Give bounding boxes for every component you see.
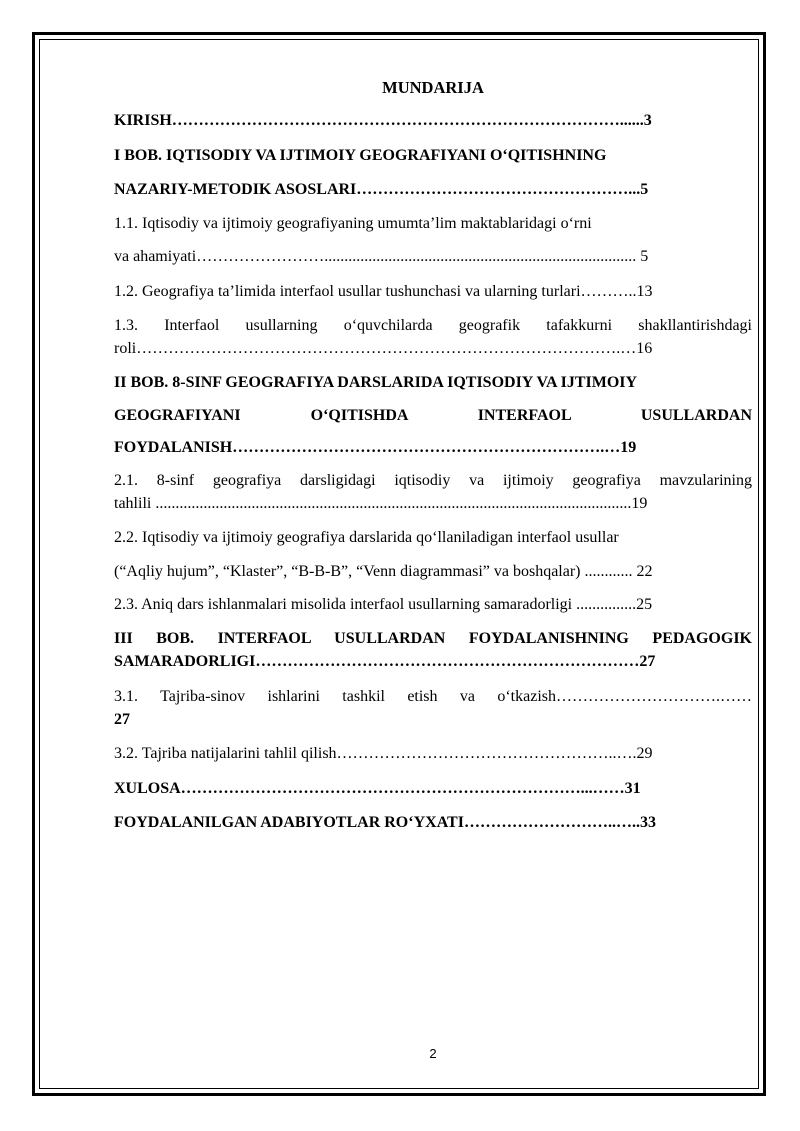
toc-entry-chapter-3-line-2: SAMARADORLIGI………………………………………………………………27 xyxy=(114,653,656,670)
toc-entry-3-2: 3.2. Tajriba natijalarini tahlil qilish……………………………………………..….29 xyxy=(114,745,653,762)
toc-entry-2-3: 2.3. Aniq dars ishlanmalari misolida interfaol usullarning samaradorligi ...............25 xyxy=(114,596,653,613)
toc-entry-1-1-line-1: 1.1. Iqtisodiy va ijtimoiy geografiyaning umumta’lim maktablaridagi o‘rni xyxy=(114,215,592,232)
toc-entry-1-1-line-2: va ahamiyati…………………….............................................................................. 5 xyxy=(114,248,649,265)
toc-entry-2-2-line-1: 2.2. Iqtisodiy va ijtimoiy geografiya darslarida qo‘llaniladigan interfaol usullar xyxy=(114,529,619,546)
toc-entry-chapter-3-line-1: III BOB. INTERFAOL USULLARDAN FOYDALANISHNING PEDAGOGIK xyxy=(114,630,752,647)
toc-entry-2-1-line-2: tahlili .......................................................................................................................19 xyxy=(114,495,648,512)
toc-entry-chapter-1-line-2: NAZARIY-METODIK ASOSLARI……………………………………………...5 xyxy=(114,181,649,198)
toc-entry-1-3-line-2: roli……………………………………………………………………………….…16 xyxy=(114,340,653,357)
toc-entry-3-1-page: 27 xyxy=(114,711,130,728)
toc-entry-3-1-line-1: 3.1. Tajriba-sinov ishlarini tashkil etish va o‘tkazish………………………….…… xyxy=(114,688,752,705)
toc-entry-chapter-1-line-1: I BOB. IQTISODIY VA IJTIMOIY GEOGRAFIYANI O‘QITISHNING xyxy=(114,147,607,164)
page-title: MUNDARIJA xyxy=(382,78,484,97)
toc-entry-2-2-line-2: (“Aqliy hujum”, “Klaster”, “B-B-B”, “Venn diagrammasi” va boshqalar) ............ 22 xyxy=(114,563,653,580)
toc-entry-chapter-2-line-2: GEOGRAFIYANI O‘QITISHDA INTERFAOL USULLARDAN xyxy=(114,407,752,424)
toc-entry-1-3-line-1: 1.3. Interfaol usullarning o‘quvchilarda geografik tafakkurni shakllantirishdagi xyxy=(114,317,752,334)
toc-entry-chapter-2-line-1: II BOB. 8-SINF GEOGRAFIYA DARSLARIDA IQTISODIY VA IJTIMOIY xyxy=(114,374,638,391)
page-number: 2 xyxy=(429,1046,437,1061)
toc-entry-chapter-2-line-3: FOYDALANISH…………………………………………………………….…19 xyxy=(114,439,637,456)
toc-entry-kirish: KIRISH…………………………………………………………………………......3 xyxy=(114,112,652,129)
toc-entry-xulosa: XULOSA…………………………………………………………………...……31 xyxy=(114,780,641,797)
toc-entry-1-2: 1.2. Geografiya ta’limida interfaol usullar tushunchasi va ularning turlari………..13 xyxy=(114,283,653,300)
toc-entry-adabiyotlar: FOYDALANILGAN ADABIYOTLAR RO‘YXATI………………………..…..33 xyxy=(114,814,656,831)
toc-entry-2-1-line-1: 2.1. 8-sinf geografiya darsligidagi iqtisodiy va ijtimoiy geografiya mavzularining xyxy=(114,472,752,489)
